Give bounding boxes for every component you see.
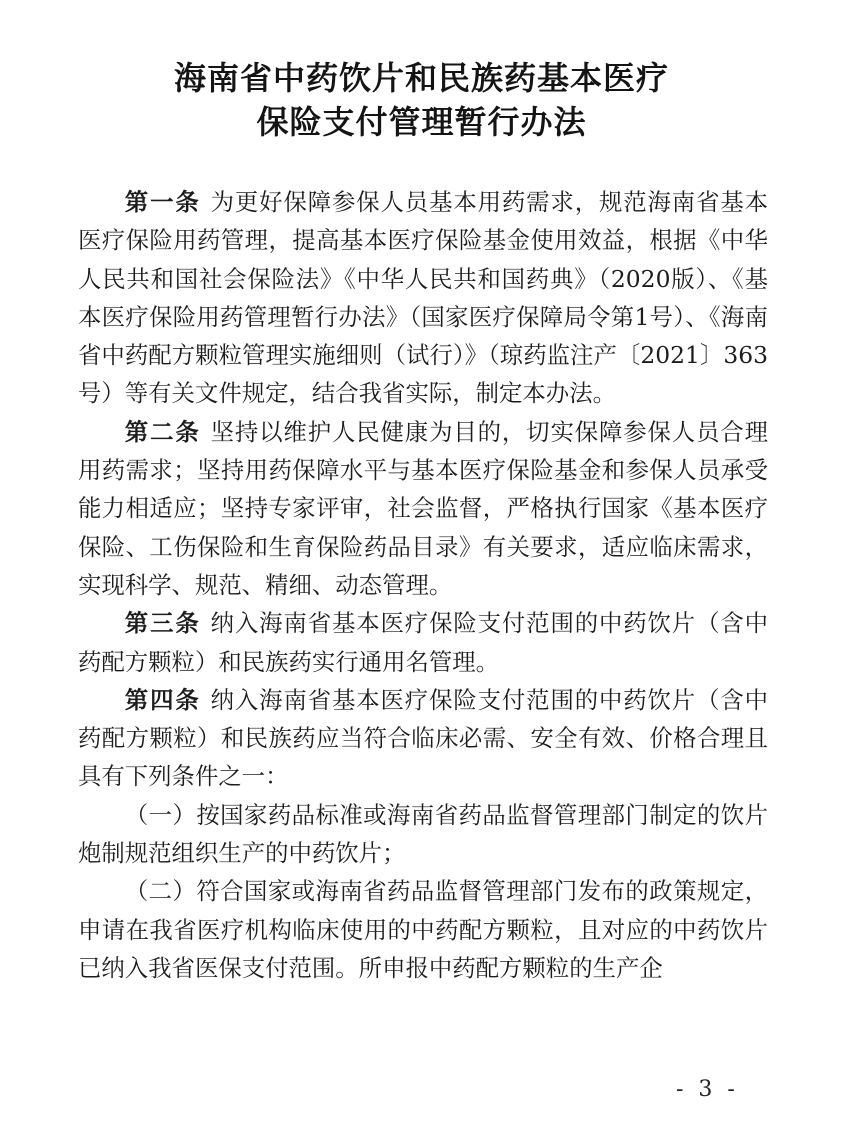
document-body <box>78 183 768 987</box>
article-label: 第二条 <box>124 417 201 446</box>
article-4 <box>78 681 768 796</box>
article-text: 纳入海南省基本医疗保险支付范围的中药饮片（含中药配方颗粒）和民族药实行通用名管理。 <box>78 609 769 676</box>
article-3 <box>78 604 768 681</box>
article-label: 第三条 <box>124 609 201 638</box>
article-text: 纳入海南省基本医疗保险支付范围的中药饮片（含中药配方颗粒）和民族药应当符合临床必需、安全有效、价格合理且具有下列条件之一： <box>78 685 769 791</box>
article-1 <box>78 183 768 413</box>
list-item-1: （一）按国家药品标准或海南省药品监督管理部门制定的饮片炮制规范组织生产的中药饮片； <box>78 800 768 868</box>
document-title-line-2: 保险支付管理暂行办法 <box>256 103 587 141</box>
list-item-2: （二）符合国家或海南省药品监督管理部门发布的政策规定，申请在我省医疗机构临床使用的中药配方颗粒，且对应的中药饮片已纳入我省医保支付范围。所申报中药配方颗粒的生产企 <box>78 877 768 982</box>
article-text: 坚持以维护人民健康为目的，切实保障参保人员合理用药需求；坚持用药保障水平与基本医疗保险基金和参保人员承受能力相适应；坚持专家评审，社会监督，严格执行国家《基本医疗保险、工伤保险和生育保险药品目录》有关要求，适应临床需求，实现科学、规范、精细、动态管理。 <box>78 417 769 599</box>
article-label: 第四条 <box>124 685 201 714</box>
document-title-line-1: 海南省中药饮片和民族药基本医疗 <box>173 59 669 97</box>
article-text: 为更好保障参保人员基本用药需求，规范海南省基本医疗保险用药管理，提高基本医疗保险基金使用效益，根据《中华人民共和国社会保险法》《中华人民共和国药典》（2020版）、《基本医疗保险用药管理暂行办法》（国家医疗保障局令第1号）、《海南省中药配方颗粒管理实施细则（试行）》（琼药监注产〔2021〕363号）等有关文件规定，结合我省实际，制定本办法。 <box>78 188 769 408</box>
page-number: - 3 - <box>676 1077 739 1102</box>
article-label: 第一条 <box>124 188 201 216</box>
article-2 <box>78 413 768 604</box>
